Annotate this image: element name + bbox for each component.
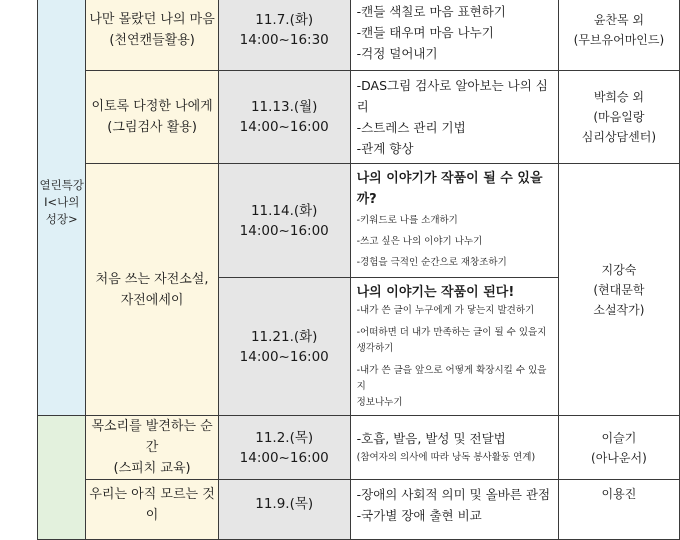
schedule-table <box>37 0 680 540</box>
group-cell <box>38 0 86 416</box>
program-instructor: 지강숙 (현대문학 소설작가) <box>558 164 679 416</box>
program-content: 나의 이야기가 작품이 될 수 있을까? -키워드로 나를 소개하기 -쓰고 싶은 나의 이야기 나누기 -경험을 극적인 순간으로 재창조하기 <box>350 164 558 278</box>
program-date: 11.9.(목) <box>218 480 350 540</box>
table-row <box>38 164 680 278</box>
table-row <box>38 480 680 540</box>
program-title: 나만 몰랐던 나의 마음 (천연캔들활용) <box>86 0 218 71</box>
program-content: 나의 이야기는 작품이 된다! -내가 쓴 글이 누구에게 가 닿는지 발견하기 -어떠하면 더 내가 만족하는 글이 될 수 있을지 생각하기 -내가 쓴 글을 앞으로 어떻게 확장시킬 수 있을지 정보나누기 <box>350 278 558 416</box>
group-label: Ⅰ<나의 <box>44 194 80 209</box>
program-date: 11.13.(월) 14:00~16:00 <box>218 71 350 164</box>
program-date: 11.7.(화) 14:00~16:30 <box>218 0 350 71</box>
group-cell <box>38 416 86 540</box>
program-instructor: 윤찬목 외 (무브유어마인드) <box>558 0 679 71</box>
program-content: -캔들 색칠로 마음 표현하기 -캔들 태우며 마음 나누기 -걱정 덜어내기 <box>350 0 558 71</box>
program-content: -DAS그림 검사로 알아보는 나의 심리 -스트레스 관리 기법 -관계 향상 <box>350 71 558 164</box>
session-heading: 나의 이야기가 작품이 될 수 있을까? <box>356 171 543 207</box>
program-date: 11.21.(화) 14:00~16:00 <box>218 278 350 416</box>
table-row <box>38 0 680 71</box>
table-row <box>38 416 680 480</box>
program-instructor: 이슬기 (아나운서) <box>558 416 679 480</box>
table-row <box>38 71 680 164</box>
program-date: 11.14.(화) 14:00~16:00 <box>218 164 350 278</box>
program-title: 우리는 아직 모르는 것이 <box>86 480 218 540</box>
program-instructor: 박희승 외 (마음일랑 심리상담센터) <box>558 71 679 164</box>
group-label: 열린특강 <box>39 177 84 192</box>
program-title: 목소리를 발견하는 순간 (스피치 교육) <box>86 416 218 480</box>
group-label: 성장> <box>45 211 78 226</box>
session-heading: 나의 이야기는 작품이 된다! <box>356 285 515 300</box>
program-date: 11.2.(목) 14:00~16:00 <box>218 416 350 480</box>
program-content: -장애의 사회적 의미 및 올바른 관점 -국가별 장애 출현 비교 <box>350 480 558 540</box>
program-title: 처음 쓰는 자전소설, 자전에세이 <box>86 164 218 416</box>
program-title: 이토록 다정한 나에게 (그림검사 활용) <box>86 71 218 164</box>
program-instructor: 이용진 <box>558 480 679 540</box>
program-content: -호흡, 발음, 발성 및 전달법 (참여자의 의사에 따라 낭독 봉사활동 연계) <box>350 416 558 480</box>
